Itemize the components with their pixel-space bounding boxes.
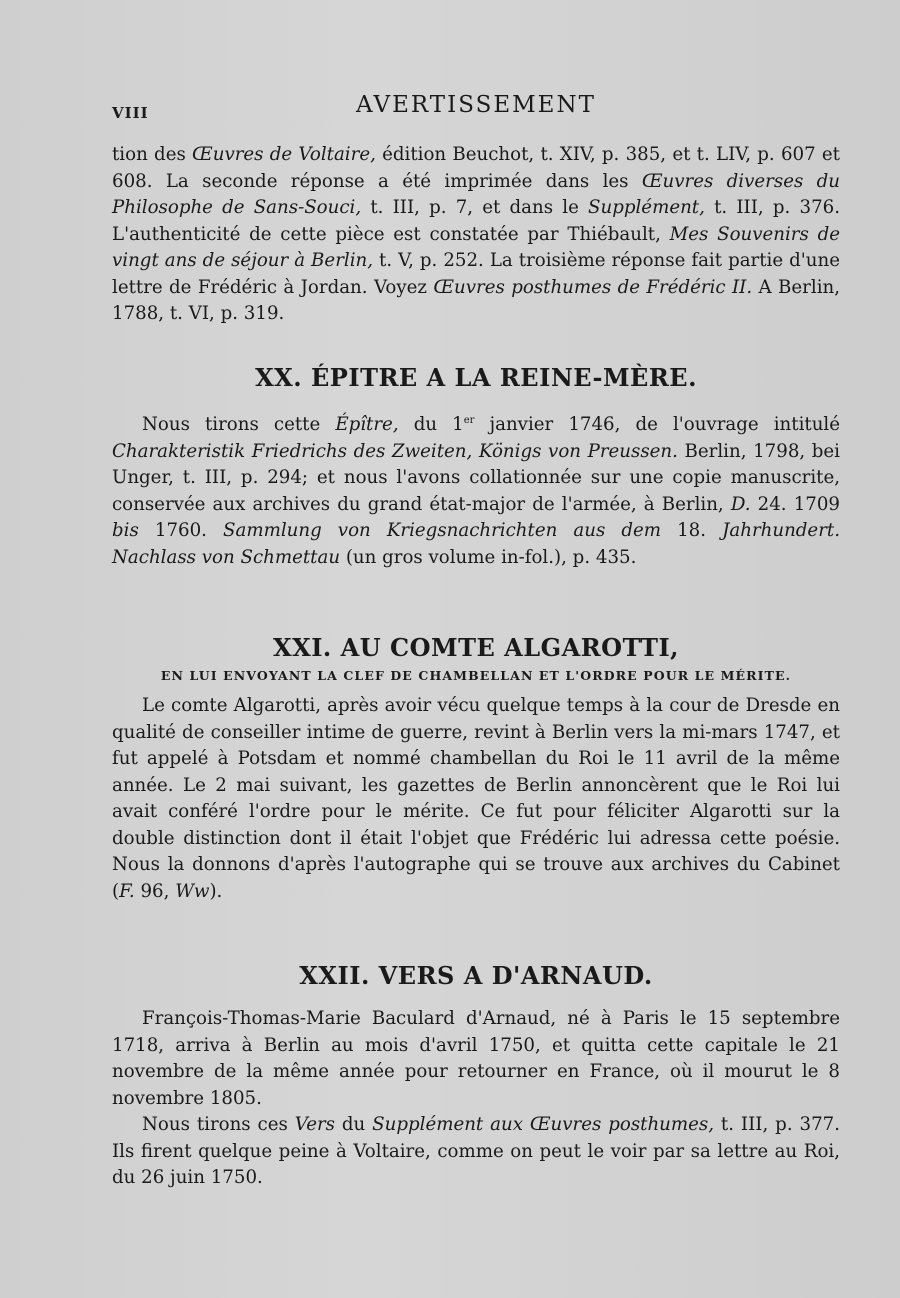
intro-paragraph: tion des Œuvres de Voltaire, édition Beuchot, t. XIV, p. 385, et t. LIV, p. 607 et 608. La seconde réponse a été imprimée dans les Œuvres diverses du Philosophe de Sans-Souci, t. III, p. 7, et dans le Supplément, t. III, p. 376. L'authenticité de cette pièce est constatée par Thiébault, Mes Souvenirs de vingt ans de séjour à Berlin, t. V, p. 252. La troisième réponse fait partie d'une lettre de Frédéric à Jordan. Voyez Œuvres posthumes de Frédéric II. A Berlin, 1788, t. VI, p. 319.	[112, 144, 841, 324]
page-number: VIII	[112, 104, 149, 122]
section-paragraph: Nous tirons ces Vers du Supplément aux Œuvres posthumes, t. III, p. 377. Ils firent quelque peine à Voltaire, comme on peut le voir par sa lettre au Roi, du 26 juin 1750.	[112, 1114, 840, 1188]
section-xx	[112, 364, 840, 571]
intro-block	[112, 142, 840, 328]
section-paragraph: Nous tirons cette Épître, du 1er janvier 1746, de l'ouvrage intitulé Charakteristik Friedrichs des Zweiten, Königs von Preussen. Berlin, 1798, bei Unger, t. III, p. 294; et nous l'avons collationnée sur une copie manuscrite, conservée aux archives du grand état-major de l'armée, à Berlin, D. 24. 1709 bis 1760. Sammlung von Kriegsnachrichten aus dem 18. Jahrhundert. Nachlass von Schmettau (un gros volume in-fol.), p. 435.	[112, 414, 840, 568]
running-head	[112, 92, 840, 122]
section-paragraph: François-Thomas-Marie Baculard d'Arnaud, né à Paris le 15 septembre 1718, arriva à Berlin au mois d'avril 1750, et quitta cette capitale le 21 novembre de la même année pour retourner en France, où il mourut le 8 novembre 1805.	[112, 1008, 840, 1109]
section-xxii	[112, 962, 840, 1192]
section-xxi	[112, 634, 840, 905]
section-title: XXI. AU COMTE ALGAROTTI,	[272, 633, 680, 662]
section-title: XXII. VERS A D'ARNAUD.	[299, 961, 653, 990]
section-subtitle: EN LUI ENVOYANT LA CLEF DE CHAMBELLAN ET L'ORDRE POUR LE MÉRITE.	[160, 668, 792, 683]
running-title: AVERTISSEMENT	[356, 92, 596, 118]
section-title: XX. ÉPITRE A LA REINE-MÈRE.	[255, 363, 697, 392]
section-paragraph: Le comte Algarotti, après avoir vécu quelque temps à la cour de Dresde en qualité de conseiller intime de guerre, revint à Berlin vers la mi-mars 1747, et fut appelé à Potsdam et nommé chambellan du Roi le 11 avril de la même année. Le 2 mai suivant, les gazettes de Berlin annoncèrent que le Roi lui avait conféré l'ordre pour le mérite. Ce fut pour féliciter Algarotti sur la double distinction dont il était l'objet que Frédéric lui adressa cette poésie. Nous la donnons d'après l'autographe qui se trouve aux archives du Cabinet (F. 96, Ww).	[112, 695, 840, 902]
